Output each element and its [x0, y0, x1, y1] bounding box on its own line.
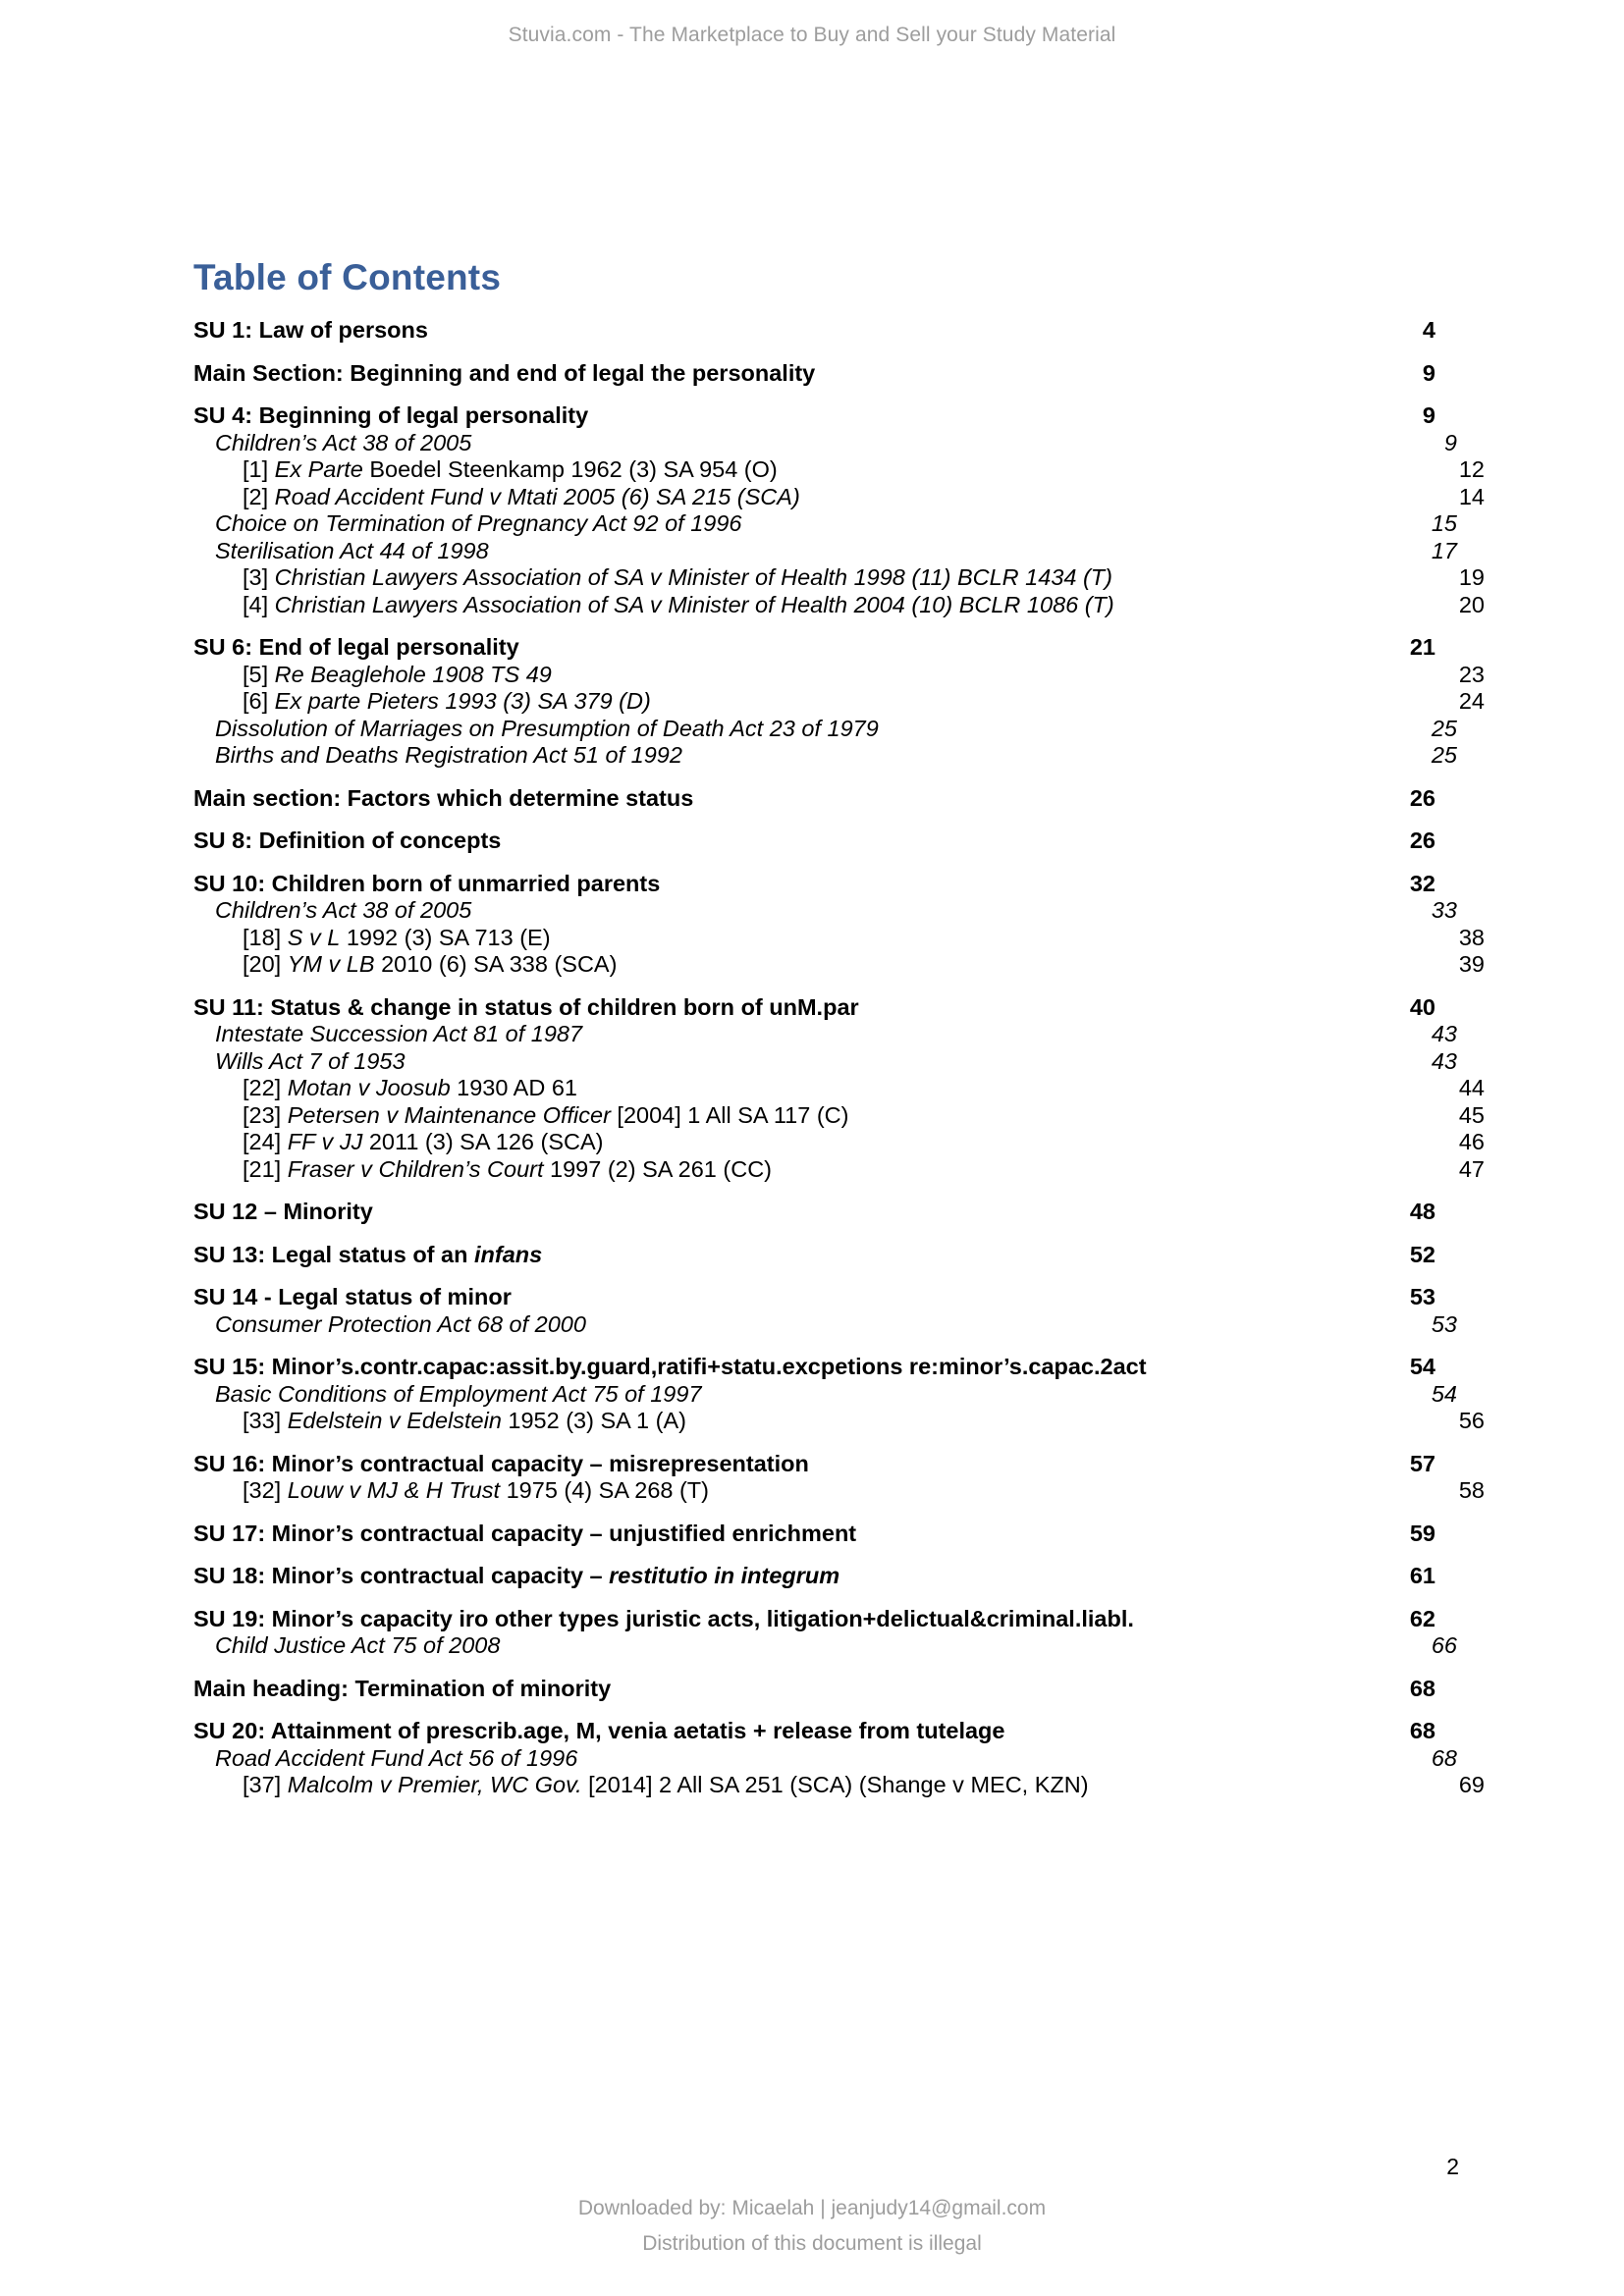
toc-entry-label — [243, 591, 1114, 617]
toc-entry-label — [243, 1101, 849, 1128]
toc-entry-label: Main section: Factors which determine status — [193, 784, 694, 811]
document-footer — [0, 2191, 1624, 2264]
toc-entry-label — [243, 1774, 1089, 1797]
toc-label-segment: [6] — [243, 688, 275, 715]
toc-entry-label: SU 10: Children born of unmarried parents — [193, 870, 661, 896]
toc-entry-label: Basic Conditions of Employment Act 75 of 1997 — [215, 1380, 702, 1407]
toc-label-segment: Ex Parte — [274, 456, 363, 483]
toc-label-segment: 1992 (3) SA 713 (E) — [340, 924, 551, 950]
toc-entry-label — [243, 690, 651, 714]
downloaded-by-text: Downloaded by: Micaelah | jeanjudy14@gmail.com — [577, 2196, 1047, 2219]
toc-entry[interactable] — [193, 404, 1435, 428]
toc-entry[interactable] — [193, 319, 1435, 343]
toc-entry[interactable] — [193, 924, 1485, 950]
toc-entry-label — [243, 483, 800, 509]
toc-entry[interactable] — [193, 1675, 1435, 1701]
toc-entry-page-number: 52 — [1409, 1241, 1435, 1267]
toc-label-segment: [37] — [243, 1772, 288, 1798]
toc-label-segment: 2010 (6) SA 338 (SCA) — [374, 951, 618, 978]
toc-label-segment: [2004] 1 All SA 117 (C) — [610, 1101, 849, 1128]
toc-label-segment: Petersen v Maintenance Officer — [287, 1101, 611, 1128]
toc-label-segment: Malcolm v Premier, WC Gov. — [287, 1772, 582, 1798]
stuvia-watermark-header: Stuvia.com - The Marketplace to Buy and Sell your Study Material — [508, 24, 1116, 46]
toc-label-segment: [23] — [243, 1101, 288, 1128]
toc-entry-page-number: 26 — [1409, 828, 1435, 854]
toc-entry-label — [243, 458, 778, 482]
toc-entry-label — [243, 1077, 577, 1100]
toc-entry-page-number: 47 — [1458, 1155, 1485, 1182]
toc-entry-page-number: 23 — [1458, 661, 1485, 687]
toc-entry-label: Children’s Act 38 of 2005 — [215, 429, 472, 455]
toc-entry[interactable] — [193, 1410, 1485, 1433]
toc-label-segment: [3] — [243, 564, 275, 591]
toc-entry-page-number: 21 — [1409, 634, 1435, 661]
toc-entry-label — [243, 1479, 709, 1503]
toc-label-segment: [2014] 2 All SA 251 (SCA) (Shange v MEC, KZN) — [581, 1772, 1089, 1798]
toc-entry-page-number: 25 — [1431, 742, 1457, 769]
toc-entry-page-number: 25 — [1431, 715, 1457, 741]
page-number: 2 — [1446, 2154, 1459, 2179]
toc-entry-label: Main heading: Termination of minority — [193, 1675, 612, 1701]
toc-entry[interactable] — [193, 784, 1435, 811]
toc-entry-label: Sterilisation Act 44 of 1998 — [215, 537, 489, 563]
toc-entry[interactable] — [193, 1522, 1435, 1546]
toc-entry[interactable] — [193, 1286, 1435, 1309]
toc-entry-label — [243, 1155, 772, 1182]
toc-entry-page-number: 56 — [1458, 1408, 1485, 1434]
toc-entry-page-number: 57 — [1409, 1450, 1435, 1476]
toc-entry[interactable] — [193, 744, 1457, 768]
toc-entry-label: SU 14 - Legal status of minor — [193, 1284, 512, 1310]
toc-entry[interactable] — [193, 1131, 1485, 1154]
toc-entry-page-number: 14 — [1458, 483, 1485, 509]
toc-entry-label: SU 11: Status & change in status of children born of unM.par — [193, 993, 859, 1020]
toc-label-segment: restitutio in integrum — [609, 1563, 840, 1589]
toc-entry-label: SU 8: Definition of concepts — [193, 828, 502, 854]
toc-entry-page-number: 66 — [1431, 1632, 1457, 1659]
toc-label-segment: 2011 (3) SA 126 (SCA) — [362, 1129, 604, 1155]
toc-entry-label: Road Accident Fund Act 56 of 1996 — [215, 1744, 578, 1771]
toc-entry-label: SU 20: Attainment of prescrib.age, M, venia aetatis + release from tutelage — [193, 1718, 1005, 1744]
toc-entry-label: Main Section: Beginning and end of legal the personality — [193, 359, 816, 386]
toc-entry-label: Consumer Protection Act 68 of 2000 — [215, 1310, 586, 1337]
toc-entry-page-number: 19 — [1458, 564, 1485, 591]
toc-entry-label — [243, 953, 617, 977]
toc-entry-page-number: 20 — [1458, 591, 1485, 617]
toc-entry[interactable] — [193, 870, 1435, 896]
toc-label-segment: [33] — [243, 1408, 288, 1434]
toc-label-segment: [32] — [243, 1477, 288, 1504]
toc-entry-label — [243, 566, 1112, 590]
distribution-notice-text: Distribution of this document is illegal — [642, 2232, 982, 2256]
toc-entry[interactable] — [193, 1201, 1435, 1224]
toc-label-segment: Edelstein v Edelstein — [287, 1408, 502, 1434]
toc-entry[interactable] — [193, 458, 1485, 482]
toc-entry-label: Child Justice Act 75 of 2008 — [215, 1632, 501, 1659]
toc-entry-page-number: 46 — [1458, 1129, 1485, 1155]
toc-label-segment: [5] — [243, 661, 275, 687]
toc-entry-page-number: 9 — [1422, 402, 1435, 429]
toc-entry[interactable] — [193, 661, 1485, 687]
toc-label-segment: Christian Lawyers Association of SA v Minister of Health 2004 (10) BCLR 1086 (T) — [274, 591, 1114, 617]
toc-entry-label: Births and Deaths Registration Act 51 of 1992 — [215, 742, 682, 769]
toc-entry-page-number: 54 — [1409, 1354, 1435, 1380]
toc-entry-label: SU 17: Minor’s contractual capacity – unjustified enrichment — [193, 1520, 857, 1546]
toc-label-segment: SU 13: Legal status of an — [193, 1241, 474, 1267]
toc-entry-page-number: 69 — [1458, 1772, 1485, 1798]
toc-entry-page-number: 26 — [1409, 784, 1435, 811]
toc-entry-label: Choice on Termination of Pregnancy Act 92 of 1996 — [215, 510, 742, 537]
toc-entry[interactable] — [193, 829, 1435, 853]
toc-entry-page-number: 24 — [1458, 688, 1485, 715]
toc-label-segment: [20] — [243, 951, 288, 978]
toc-label-segment: SU 18: Minor’s contractual capacity – — [193, 1563, 610, 1589]
toc-entry-label: Children’s Act 38 of 2005 — [215, 897, 472, 924]
toc-entry[interactable] — [193, 690, 1485, 714]
toc-entry[interactable] — [193, 1774, 1485, 1797]
toc-entry[interactable] — [193, 1101, 1485, 1128]
toc-entry[interactable] — [193, 1744, 1457, 1771]
toc-entry-page-number: 12 — [1458, 456, 1485, 483]
toc-label-segment: 1975 (4) SA 268 (T) — [500, 1477, 709, 1504]
toc-entry[interactable] — [193, 566, 1485, 590]
table-of-contents — [193, 257, 1485, 1798]
toc-entry-page-number: 4 — [1422, 317, 1435, 344]
toc-entry-page-number: 48 — [1409, 1199, 1435, 1225]
toc-entry-page-number: 62 — [1409, 1605, 1435, 1631]
toc-entry-page-number: 53 — [1431, 1310, 1457, 1337]
toc-entry[interactable] — [193, 953, 1485, 977]
toc-entry[interactable] — [193, 359, 1435, 386]
toc-entry-page-number: 68 — [1409, 1675, 1435, 1701]
toc-label-segment: [21] — [243, 1155, 288, 1182]
toc-label-segment: YM v LB — [287, 951, 375, 978]
toc-label-segment: Louw v MJ & H Trust — [287, 1477, 501, 1504]
toc-entry-label: Wills Act 7 of 1953 — [215, 1047, 406, 1074]
toc-label-segment: 1997 (2) SA 261 (CC) — [543, 1155, 772, 1182]
toc-entry-label: SU 1: Law of persons — [193, 317, 428, 344]
toc-entry-label — [193, 1565, 839, 1588]
toc-entry-label — [243, 1410, 686, 1433]
toc-entry[interactable] — [193, 1479, 1485, 1503]
toc-entry-page-number: 54 — [1431, 1380, 1457, 1407]
toc-entry-page-number: 39 — [1458, 951, 1485, 978]
toc-label-segment: [18] — [243, 924, 288, 950]
toc-entry[interactable] — [193, 1310, 1457, 1337]
toc-entry[interactable] — [193, 1047, 1457, 1074]
toc-entry-label: SU 19: Minor’s capacity iro other types juristic acts, litigation+delictual&criminal.liabl. — [193, 1605, 1134, 1631]
toc-entry-page-number: 43 — [1431, 1047, 1457, 1074]
toc-entry-label — [243, 1131, 603, 1154]
toc-entry[interactable] — [193, 591, 1485, 617]
toc-entry-label: SU 6: End of legal personality — [193, 634, 519, 661]
toc-entry[interactable] — [193, 483, 1485, 509]
toc-entry[interactable] — [193, 899, 1457, 923]
toc-entry[interactable] — [193, 1450, 1435, 1476]
toc-entry-page-number: 43 — [1431, 1021, 1457, 1047]
toc-label-segment: 1952 (3) SA 1 (A) — [501, 1408, 686, 1434]
toc-entry[interactable] — [193, 429, 1457, 455]
toc-entry-label — [193, 1241, 543, 1267]
toc-label-segment: [4] — [243, 591, 275, 617]
toc-entry[interactable] — [193, 512, 1457, 536]
toc-entry[interactable] — [193, 1023, 1457, 1046]
toc-entry[interactable] — [193, 1605, 1435, 1631]
toc-entry-list — [193, 317, 1485, 1798]
toc-label-segment: [1] — [243, 456, 275, 483]
toc-entry-page-number: 68 — [1431, 1744, 1457, 1771]
toc-entry-page-number: 68 — [1409, 1718, 1435, 1744]
toc-label-segment: FF v JJ — [287, 1129, 363, 1155]
toc-entry-page-number: 32 — [1409, 870, 1435, 896]
toc-label-segment: Re Beaglehole 1908 TS 49 — [274, 661, 552, 687]
toc-entry-page-number: 9 — [1443, 429, 1457, 455]
page-title: Table of Contents — [193, 257, 502, 297]
toc-label-segment: Motan v Joosub — [287, 1075, 451, 1101]
toc-entry-page-number: 58 — [1458, 1477, 1485, 1504]
toc-entry-label: Intestate Succession Act 81 of 1987 — [215, 1021, 583, 1047]
toc-label-segment: Ex parte Pieters 1993 (3) SA 379 (D) — [274, 688, 651, 715]
toc-label-segment: [24] — [243, 1129, 288, 1155]
toc-entry-label — [243, 924, 551, 950]
toc-entry-page-number: 53 — [1409, 1284, 1435, 1310]
toc-entry-page-number: 44 — [1458, 1075, 1485, 1101]
toc-entry[interactable] — [193, 1634, 1457, 1658]
toc-entry-page-number: 61 — [1409, 1563, 1435, 1589]
toc-entry-page-number: 33 — [1431, 897, 1457, 924]
toc-entry[interactable] — [193, 1565, 1435, 1588]
toc-entry[interactable] — [193, 1077, 1485, 1100]
toc-entry-label — [243, 661, 552, 687]
toc-entry-page-number: 9 — [1422, 359, 1435, 386]
toc-entry-label: SU 4: Beginning of legal personality — [193, 402, 589, 429]
toc-entry[interactable] — [193, 1380, 1457, 1407]
toc-entry-page-number: 59 — [1409, 1520, 1435, 1546]
toc-label-segment: 1930 AD 61 — [450, 1075, 577, 1101]
toc-entry-page-number: 38 — [1458, 924, 1485, 950]
toc-entry[interactable] — [193, 636, 1435, 660]
toc-entry-page-number: 15 — [1431, 510, 1457, 537]
toc-entry-page-number: 17 — [1431, 537, 1457, 563]
toc-entry[interactable] — [193, 715, 1457, 741]
toc-entry-label: SU 15: Minor’s.contr.capac:assit.by.guard,ratifi+statu.excpetions re:minor’s.capac.2act — [193, 1354, 1147, 1380]
toc-entry[interactable] — [193, 1356, 1435, 1379]
toc-entry[interactable] — [193, 537, 1457, 563]
toc-entry[interactable] — [193, 1241, 1435, 1267]
toc-label-segment: S v L — [287, 924, 341, 950]
toc-entry-page-number: 40 — [1409, 993, 1435, 1020]
toc-entry[interactable] — [193, 1155, 1485, 1182]
toc-entry[interactable] — [193, 1720, 1435, 1743]
toc-label-segment: Boedel Steenkamp 1962 (3) SA 954 (O) — [362, 456, 778, 483]
toc-label-segment: Christian Lawyers Association of SA v Minister of Health 1998 (11) BCLR 1434 (T) — [274, 564, 1112, 591]
toc-entry-label: Dissolution of Marriages on Presumption of Death Act 23 of 1979 — [215, 715, 879, 741]
toc-entry-label: SU 12 – Minority — [193, 1199, 373, 1225]
toc-entry-page-number: 45 — [1458, 1101, 1485, 1128]
toc-label-segment: infans — [473, 1241, 543, 1267]
toc-label-segment: [2] — [243, 483, 275, 509]
toc-entry[interactable] — [193, 993, 1435, 1020]
toc-label-segment: [22] — [243, 1075, 288, 1101]
toc-label-segment: Fraser v Children’s Court — [287, 1155, 544, 1182]
toc-label-segment: Road Accident Fund v Mtati 2005 (6) SA 215 (SCA) — [274, 483, 800, 509]
toc-entry-label: SU 16: Minor’s contractual capacity – misrepresentation — [193, 1450, 809, 1476]
